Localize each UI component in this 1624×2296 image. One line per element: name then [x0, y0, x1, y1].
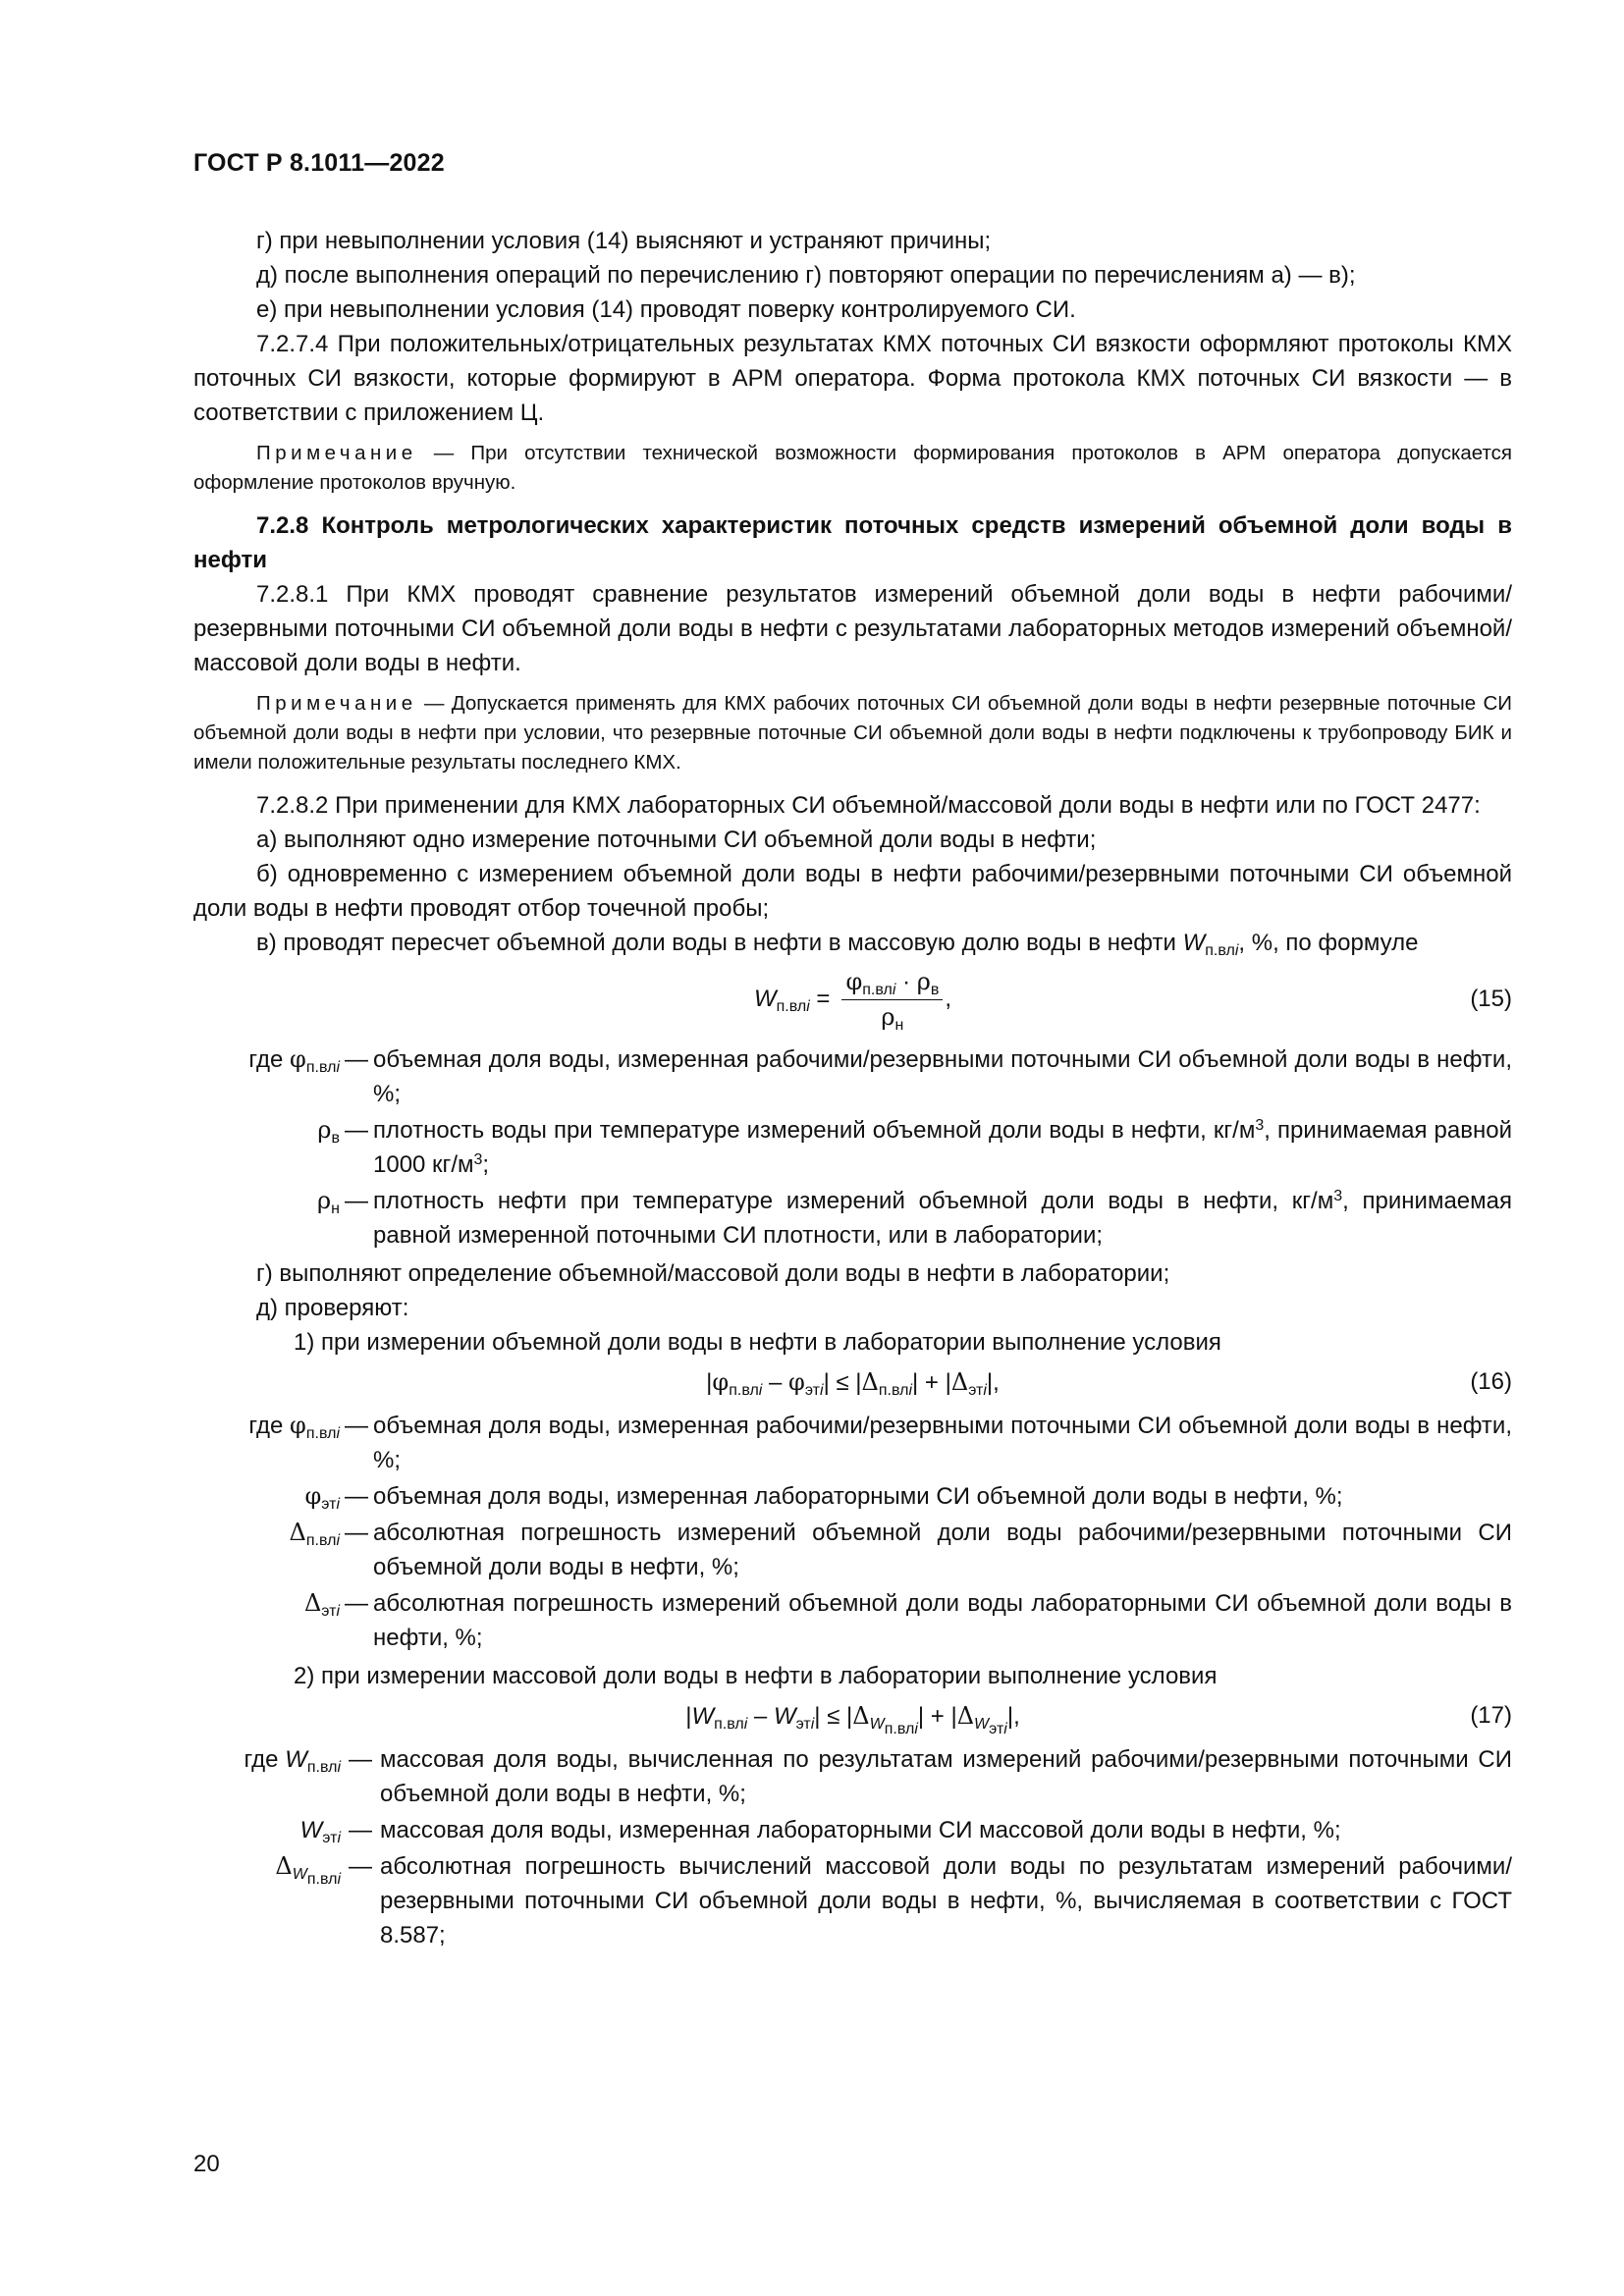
- definition-item: где $\varphi_{п.влi}$ — объемная доля воды, измеренная рабочими/резервными поточными СИ объемной доли воды в нефти, %;: [248, 1045, 1512, 1107]
- paragraph-item-b: б) одновременно с измерением объемной доли воды в нефти рабочими/резервными поточными СИ объемной доли воды в нефти проводят отбор точечной пробы;: [193, 861, 1512, 922]
- paragraph-item-e: е) при невыполнении условия (14) проводят поверку контролируемого СИ.: [256, 296, 1076, 323]
- note-protocols: [193, 439, 1512, 498]
- note-text: — При отсутствии технической возможности формирования протоколов в АРМ оператора допускается оформление протоколов вручную.: [193, 442, 1512, 494]
- note-reserve-si: [193, 689, 1512, 777]
- paragraph-item-g: г) при невыполнении условия (14) выясняют и устраняют причины;: [256, 228, 992, 254]
- paragraph-item-g2: г) выполняют определение объемной/массовой доли воды в нефти в лаборатории;: [256, 1260, 1170, 1287]
- paragraph-item-v: в) проводят пересчет объемной доли воды в нефти в массовую долю воды в нефти $W_{п.влi}$, %, по формуле: [256, 930, 1419, 959]
- paragraph-item-a: а) выполняют одно измерение поточными СИ объемной доли воды в нефти;: [256, 827, 1097, 853]
- page-number: 20: [193, 2151, 220, 2177]
- definition-item: $\varphi_{этi}$ — объемная доля воды, измеренная лабораторными СИ объемной доли воды в нефти, %;: [304, 1482, 1343, 1513]
- definition-item: где $W_{п.влi}$ — массовая доля воды, вычисленная по результатам измерений рабочими/резервными поточными СИ объемной доли воды в нефти, %;: [244, 1746, 1512, 1807]
- formula-17: $|W_{п.влi} - W_{этi}| \le |\Delta_{W_{п.влi}}| + |\Delta_{W_{этi}}|$, (17): [193, 1693, 1512, 1738]
- note-label: Примечание: [256, 442, 417, 464]
- paragraph-7-2-8-1: 7.2.8.1 При КМХ проводят сравнение результатов измерений объемной доли воды в нефти рабочими/резервными поточными СИ объемной доли воды в нефти с результатами лабораторных методов измерений объемной/массовой доли воды в нефти.: [193, 581, 1512, 676]
- note-text: — Допускается применять для КМХ рабочих поточных СИ объемной доли воды в нефти резервные поточные СИ объемной доли воды в нефти при условии, что резервные поточные СИ объемной доли воды в нефти подключены к трубопроводу БИК и имели положительные результаты последнего КМХ.: [193, 692, 1512, 774]
- section-heading-7-2-8: 7.2.8 Контроль метрологических характеристик поточных средств измерений объемной доли воды в нефти: [193, 512, 1512, 573]
- paragraph-subitem-1: 1) при измерении объемной доли воды в нефти в лаборатории выполнение условия: [294, 1329, 1221, 1356]
- paragraph-subitem-2: 2) при измерении массовой доли воды в нефти в лаборатории выполнение условия: [294, 1663, 1218, 1689]
- equation-number: (16): [1470, 1368, 1512, 1395]
- equation-number: (15): [1470, 986, 1512, 1012]
- formula-16: $|\varphi_{п.влi} - \varphi_{этi}| \le |\Delta_{п.влi}| + |\Delta_{этi}|$, (16): [193, 1360, 1512, 1405]
- definition-item: $\Delta_{п.влi}$ — абсолютная погрешность измерений объемной доли воды рабочими/резервными поточными СИ объемной доли воды в нефти, %;: [289, 1519, 1512, 1580]
- paragraph-7-2-8-2: 7.2.8.2 При применении для КМХ лабораторных СИ объемной/массовой доли воды в нефти или по ГОСТ 2477:: [256, 792, 1481, 819]
- definition-item: $\rho_в$ — плотность воды при температуре измерений объемной доли воды в нефти, $кг/м^3$, принимаемая равной 1000 $кг/м^3$;: [317, 1116, 1513, 1178]
- equation-number: (17): [1470, 1702, 1512, 1729]
- paragraph-7-2-7-4: 7.2.7.4 При положительных/отрицательных результатах КМХ поточных СИ вязкости оформляют протоколы КМХ поточных СИ вязкости, которые формируют в АРМ оператора. Форма протокола КМХ поточных СИ вязкости — в соответствии с приложением Ц.: [193, 331, 1512, 426]
- definition-item: $\rho_н$ — плотность нефти при температуре измерений объемной доли воды в нефти, $кг/м^3$, принимаемая равной измеренной поточными СИ плотности, или в лаборатории;: [317, 1187, 1512, 1249]
- paragraph-item-d2: д) проверяют:: [256, 1295, 409, 1321]
- formula-15: $W_{п.влi}$ = $\frac{\varphi_{п.влi} \cdot \rho_в}{\rho_н}$ , (15): [753, 967, 1512, 1034]
- document-body: [193, 224, 1512, 1956]
- definitions-formula-16: [193, 1409, 1512, 1655]
- definitions-formula-17: [193, 1742, 1512, 1952]
- note-label: Примечание: [256, 692, 417, 715]
- paragraph-item-d: д) после выполнения операций по перечислению г) повторяют операции по перечислениям а) — в);: [256, 262, 1356, 289]
- definition-item: $W_{этi}$ — массовая доля воды, измеренная лабораторными СИ массовой доли воды в нефти, %;: [299, 1817, 1341, 1846]
- definition-item: $\Delta_{этi}$ — абсолютная погрешность измерений объемной доли воды лабораторными СИ объемной доли воды в нефти, %;: [303, 1589, 1512, 1651]
- definition-item: $\Delta_{W_{п.влi}}$ — абсолютная погрешность вычислений массовой доли воды по результатам измерений рабочими/резервными поточными СИ объемной доли воды в нефти, %, вычисляемая в соответствии с ГОСТ 8.587;: [275, 1852, 1512, 1949]
- definitions-formula-15: [193, 1042, 1512, 1253]
- document-code-header: ГОСТ Р 8.1011—2022: [193, 149, 445, 177]
- definition-item: где $\varphi_{п.влi}$ — объемная доля воды, измеренная рабочими/резервными поточными СИ объемной доли воды в нефти, %;: [248, 1412, 1512, 1473]
